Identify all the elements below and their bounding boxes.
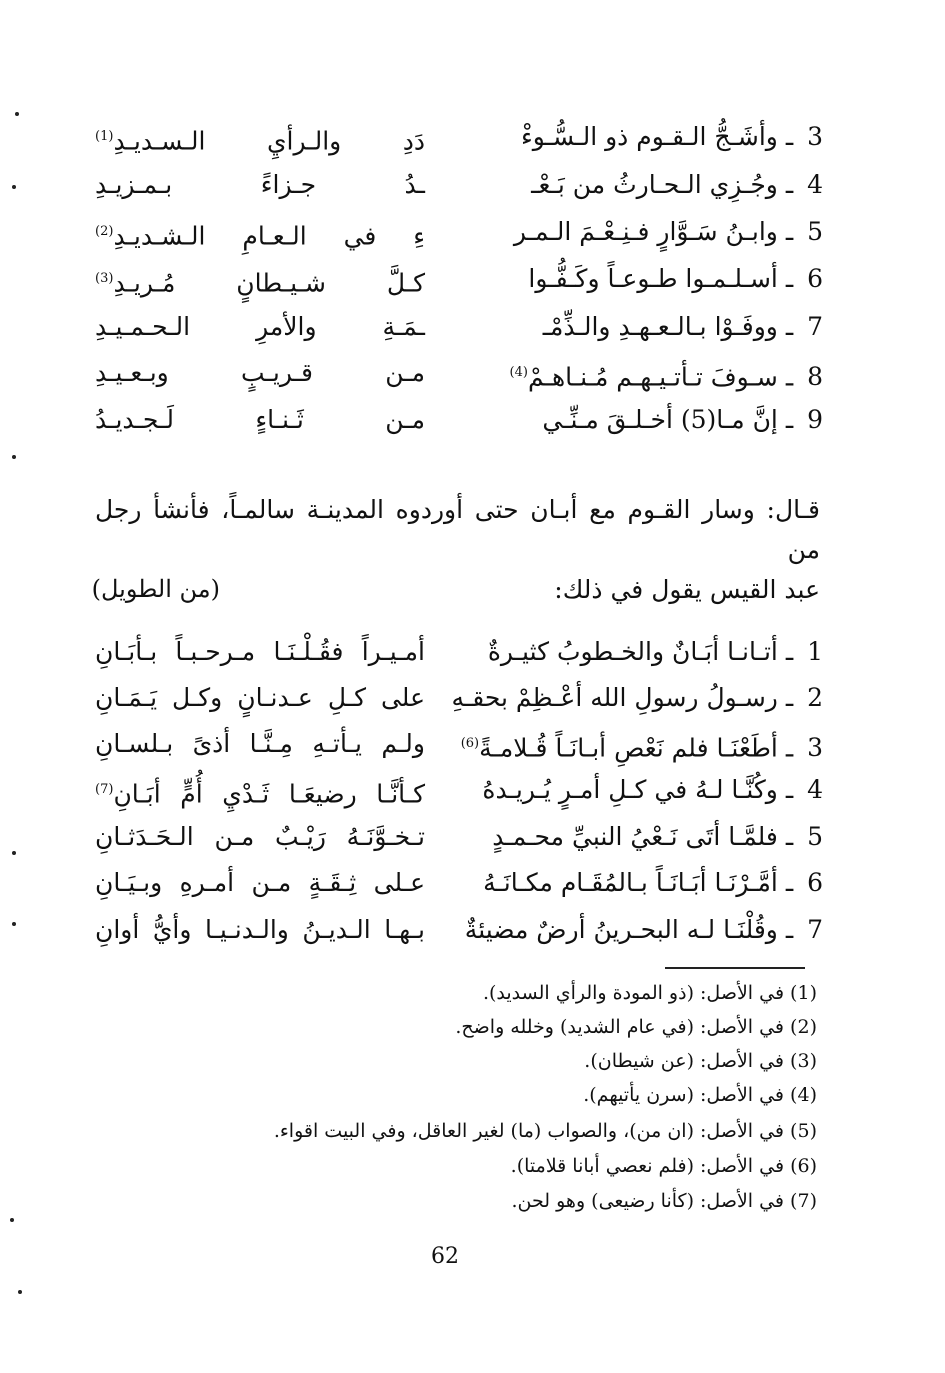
hemistich-first: رسـولُ رسولِ الله أعْـظِمْ بحقـهِ	[451, 683, 778, 712]
meter-label: (من الطويل)	[91, 575, 220, 603]
hemistich-first: أسـلـمـوا طـوعـاً وكَـفُّـوا	[528, 264, 778, 293]
verse-2-second	[95, 681, 425, 715]
page-number: 62	[431, 1244, 459, 1269]
hemistich-first: إنَّ مـا(5) أخـلـقَ مـنِّـي	[542, 405, 778, 434]
verse-number: 4	[807, 775, 823, 804]
verse-number: 5	[807, 822, 823, 851]
hemistich-second: على كـلِ عـدنـانٍ وكـل يَـمَـانِ	[95, 683, 425, 712]
hemistich-first: وأشَـجُّ الـقـوم ذو الـسُّـوءْ	[520, 122, 778, 151]
verse-9-second	[95, 403, 425, 437]
verse-number: 1	[807, 637, 823, 666]
verse-9-first: 9 ـ إنَّ مـا(5) أخـلـقَ مـنِّـي	[463, 403, 823, 437]
verse-3-first: 3 ـ وأشَـجُّ الـقـوم ذو الـسُّـوءْ	[463, 120, 823, 154]
hemistich-first: فلمَّـا أتَى نَـعْيُ النبيِّ محـمـدٍ	[492, 822, 778, 851]
hemistich-second: مـن قـريـبٍ وبـعـيـدِ	[95, 358, 425, 387]
footnote-5: (5) في الأصل: (ان من)، والصواب (ما) لغير العاقل، وفي البيت اقواء.	[273, 1120, 817, 1142]
hemistich-second: ولـم يـأتـهِ مِـنَّـا أذىً بـلسـانِ	[95, 729, 425, 758]
footnote-3: (3) في الأصل: (عن شيطان).	[584, 1050, 817, 1072]
scan-speck	[15, 112, 19, 116]
verse-6-second	[95, 262, 425, 300]
verse-7-first: 7 ـ ووفَـوْا بـالـعـهـدِ والـذِّمْـ	[463, 310, 823, 344]
verse-number: 9	[807, 405, 823, 434]
hemistich-first: أطَعْنَـا فلم نَعْصِ أبـانَـاً قُـلامـةً	[479, 733, 778, 763]
verse-number: 5	[807, 217, 823, 246]
verse-number: 3	[807, 733, 823, 763]
hemistich-first: أتـانـا أبَـانٌ والخـطوبُ كثيـرةٌ	[487, 637, 778, 666]
footnote-ref: (3)	[95, 271, 114, 286]
verse-8-first: 8 ـ سـوفَ تـأتـيـهـم مُـنـاهـمْ$^{(4)}$	[463, 356, 823, 394]
verse-8-second	[95, 356, 425, 390]
hemistich-second: ـمَـةِ والأمرِ الـحـمـيـدِ	[95, 312, 425, 341]
verse-6-first: 6 ـ أسـلـمـوا طـوعـاً وكَـفُّـوا	[463, 262, 823, 296]
hemistich-first: سـوفَ تـأتـيـهـم مُـنـاهـمْ	[527, 362, 778, 392]
footnote-separator	[665, 967, 805, 969]
footnote-ref: (7)	[95, 782, 114, 797]
verse-4-first: 4 ـ وجُـزِي الـحـارثُ من بَـعْـ	[463, 168, 823, 202]
verse-4-second	[95, 773, 425, 811]
verse-number: 2	[807, 683, 823, 712]
hemistich-first: أمَّـرْنَـا أبَـانَـاً بـالمُقَـام مكـانَـهُ	[483, 868, 778, 897]
verse-4-second	[95, 168, 425, 202]
verse-3-second	[95, 727, 425, 761]
scan-speck	[10, 1218, 14, 1222]
verse-number: 4	[807, 170, 823, 199]
hemistich-first: وجُـزِي الـحـارثُ من بَـعْـ	[531, 170, 778, 199]
verse-2-first: 2 ـ رسـولُ رسولِ الله أعْـظِمْ بحقـهِ	[463, 681, 823, 715]
hemistich-first: وقُلْنَـا لـه البحـرينُ أرضٌ مضيئةٌ	[464, 915, 778, 944]
scan-speck	[12, 851, 16, 855]
hemistich-second: أمـيـراً فقُـلْـنَـا مـرحـبـاً بـأبَـانِ	[95, 637, 425, 666]
verse-7-second	[95, 913, 425, 947]
verse-6-second	[95, 866, 425, 900]
footnote-6: (6) في الأصل: (فلم نعصي أبانا قلامتا).	[510, 1155, 817, 1177]
scan-speck	[18, 1290, 22, 1294]
footnote-ref: (2)	[95, 224, 114, 239]
footnote-ref: (4)	[509, 365, 528, 380]
verse-3-first: 3 ـ أطَعْنَـا فلم نَعْصِ أبـانَـاً قُـلامـةً$^{(6)}$	[463, 727, 823, 765]
verse-number: 8	[807, 362, 823, 392]
hemistich-first: وابـنُ سَـوَّارٍ فـنِـعْـمَ الـمـر	[513, 217, 778, 246]
verse-number: 6	[807, 868, 823, 897]
footnote-1: (1) في الأصل: (ذو المودة والرأي السديد).	[482, 982, 817, 1004]
hemistich-first: وكُنَّـا لـهُ في كـلِ أمـرٍ يُـريـدهُ	[482, 775, 778, 804]
verse-5-first: 5 ـ وابـنُ سَـوَّارٍ فـنِـعْـمَ الـمـر	[463, 215, 823, 249]
footnote-ref: (1)	[95, 129, 114, 144]
scan-speck	[12, 185, 16, 189]
hemistich-second: عـلى ثِـقَـةٍ مـن أمـرهِ وبـيَـانِ	[95, 868, 425, 897]
verse-5-first: 5 ـ فلمَّـا أتَى نَـعْيُ النبيِّ محـمـدٍ	[463, 820, 823, 854]
verse-1-first: 1 ـ أتـانـا أبَـانٌ والخـطوبُ كثيـرةٌ	[463, 635, 823, 669]
verse-number: 7	[807, 915, 823, 944]
footnote-4: (4) في الأصل: (سرن يأتيهم).	[583, 1084, 817, 1106]
verse-number: 7	[807, 312, 823, 341]
scan-speck	[12, 455, 16, 459]
verse-7-first: 7 ـ وقُلْنَـا لـه البحـرينُ أرضٌ مضيئةٌ	[463, 913, 823, 947]
hemistich-second: ـدُ جـزاءً بـمـزيـدِ	[95, 170, 425, 199]
verse-5-second	[95, 215, 425, 253]
scan-speck	[12, 922, 16, 926]
hemistich-first: ووفَـوْا بـالـعـهـدِ والـذِّمْـ	[542, 312, 778, 341]
hemistich-second: كـأنَّـا رضيعَـا ثَـدْيِ أُمٍّ أبَـانِ	[113, 779, 425, 809]
footnote-7: (7) في الأصل: (كأنا رضيعى) وهو لحن.	[511, 1190, 817, 1212]
footnote-2: (2) في الأصل: (في عام الشديد) وخلله واضح.	[455, 1016, 817, 1038]
hemistich-second: كـلَّ شـيـطانٍ مُـريـدِ	[113, 268, 425, 298]
footnote-ref: (6)	[460, 736, 480, 751]
hemistich-second: دَدِ والـرأيِ الـسـديـدِ	[113, 126, 425, 156]
hemistich-second: مـن ثَـنـاءٍ لَـجـديـدُ	[95, 405, 425, 434]
verse-5-second	[95, 820, 425, 854]
verse-7-second	[95, 310, 425, 344]
prose-line-1: قـال: وسار القـوم مع أبـان حتى أوردوه المدينـة سالمـاً، فأنشأ رجل من	[95, 495, 820, 564]
prose-line-2: عبد القيس يقول في ذلك:	[554, 575, 820, 604]
verse-6-first: 6 ـ أمَّـرْنَـا أبَـانَـاً بـالمُقَـام مكـانَـهُ	[463, 866, 823, 900]
hemistich-second: تـخـوَّنَـهُ رَيْـبٌ مـن الـحَـدَثـانِ	[95, 822, 425, 851]
verse-4-first: 4 ـ وكُنَّـا لـهُ في كـلِ أمـرٍ يُـريـدهُ	[463, 773, 823, 807]
verse-1-second	[95, 635, 425, 669]
verse-number: 6	[807, 264, 823, 293]
verse-number: 3	[807, 122, 823, 151]
hemistich-second: بـهـا الـديـنُ والـدنـيـا وأيُّ أوانِ	[95, 915, 425, 944]
hemistich-second: ءِ في الـعـامِ الـشـديـدِ	[113, 221, 425, 251]
verse-3-second	[95, 120, 425, 158]
